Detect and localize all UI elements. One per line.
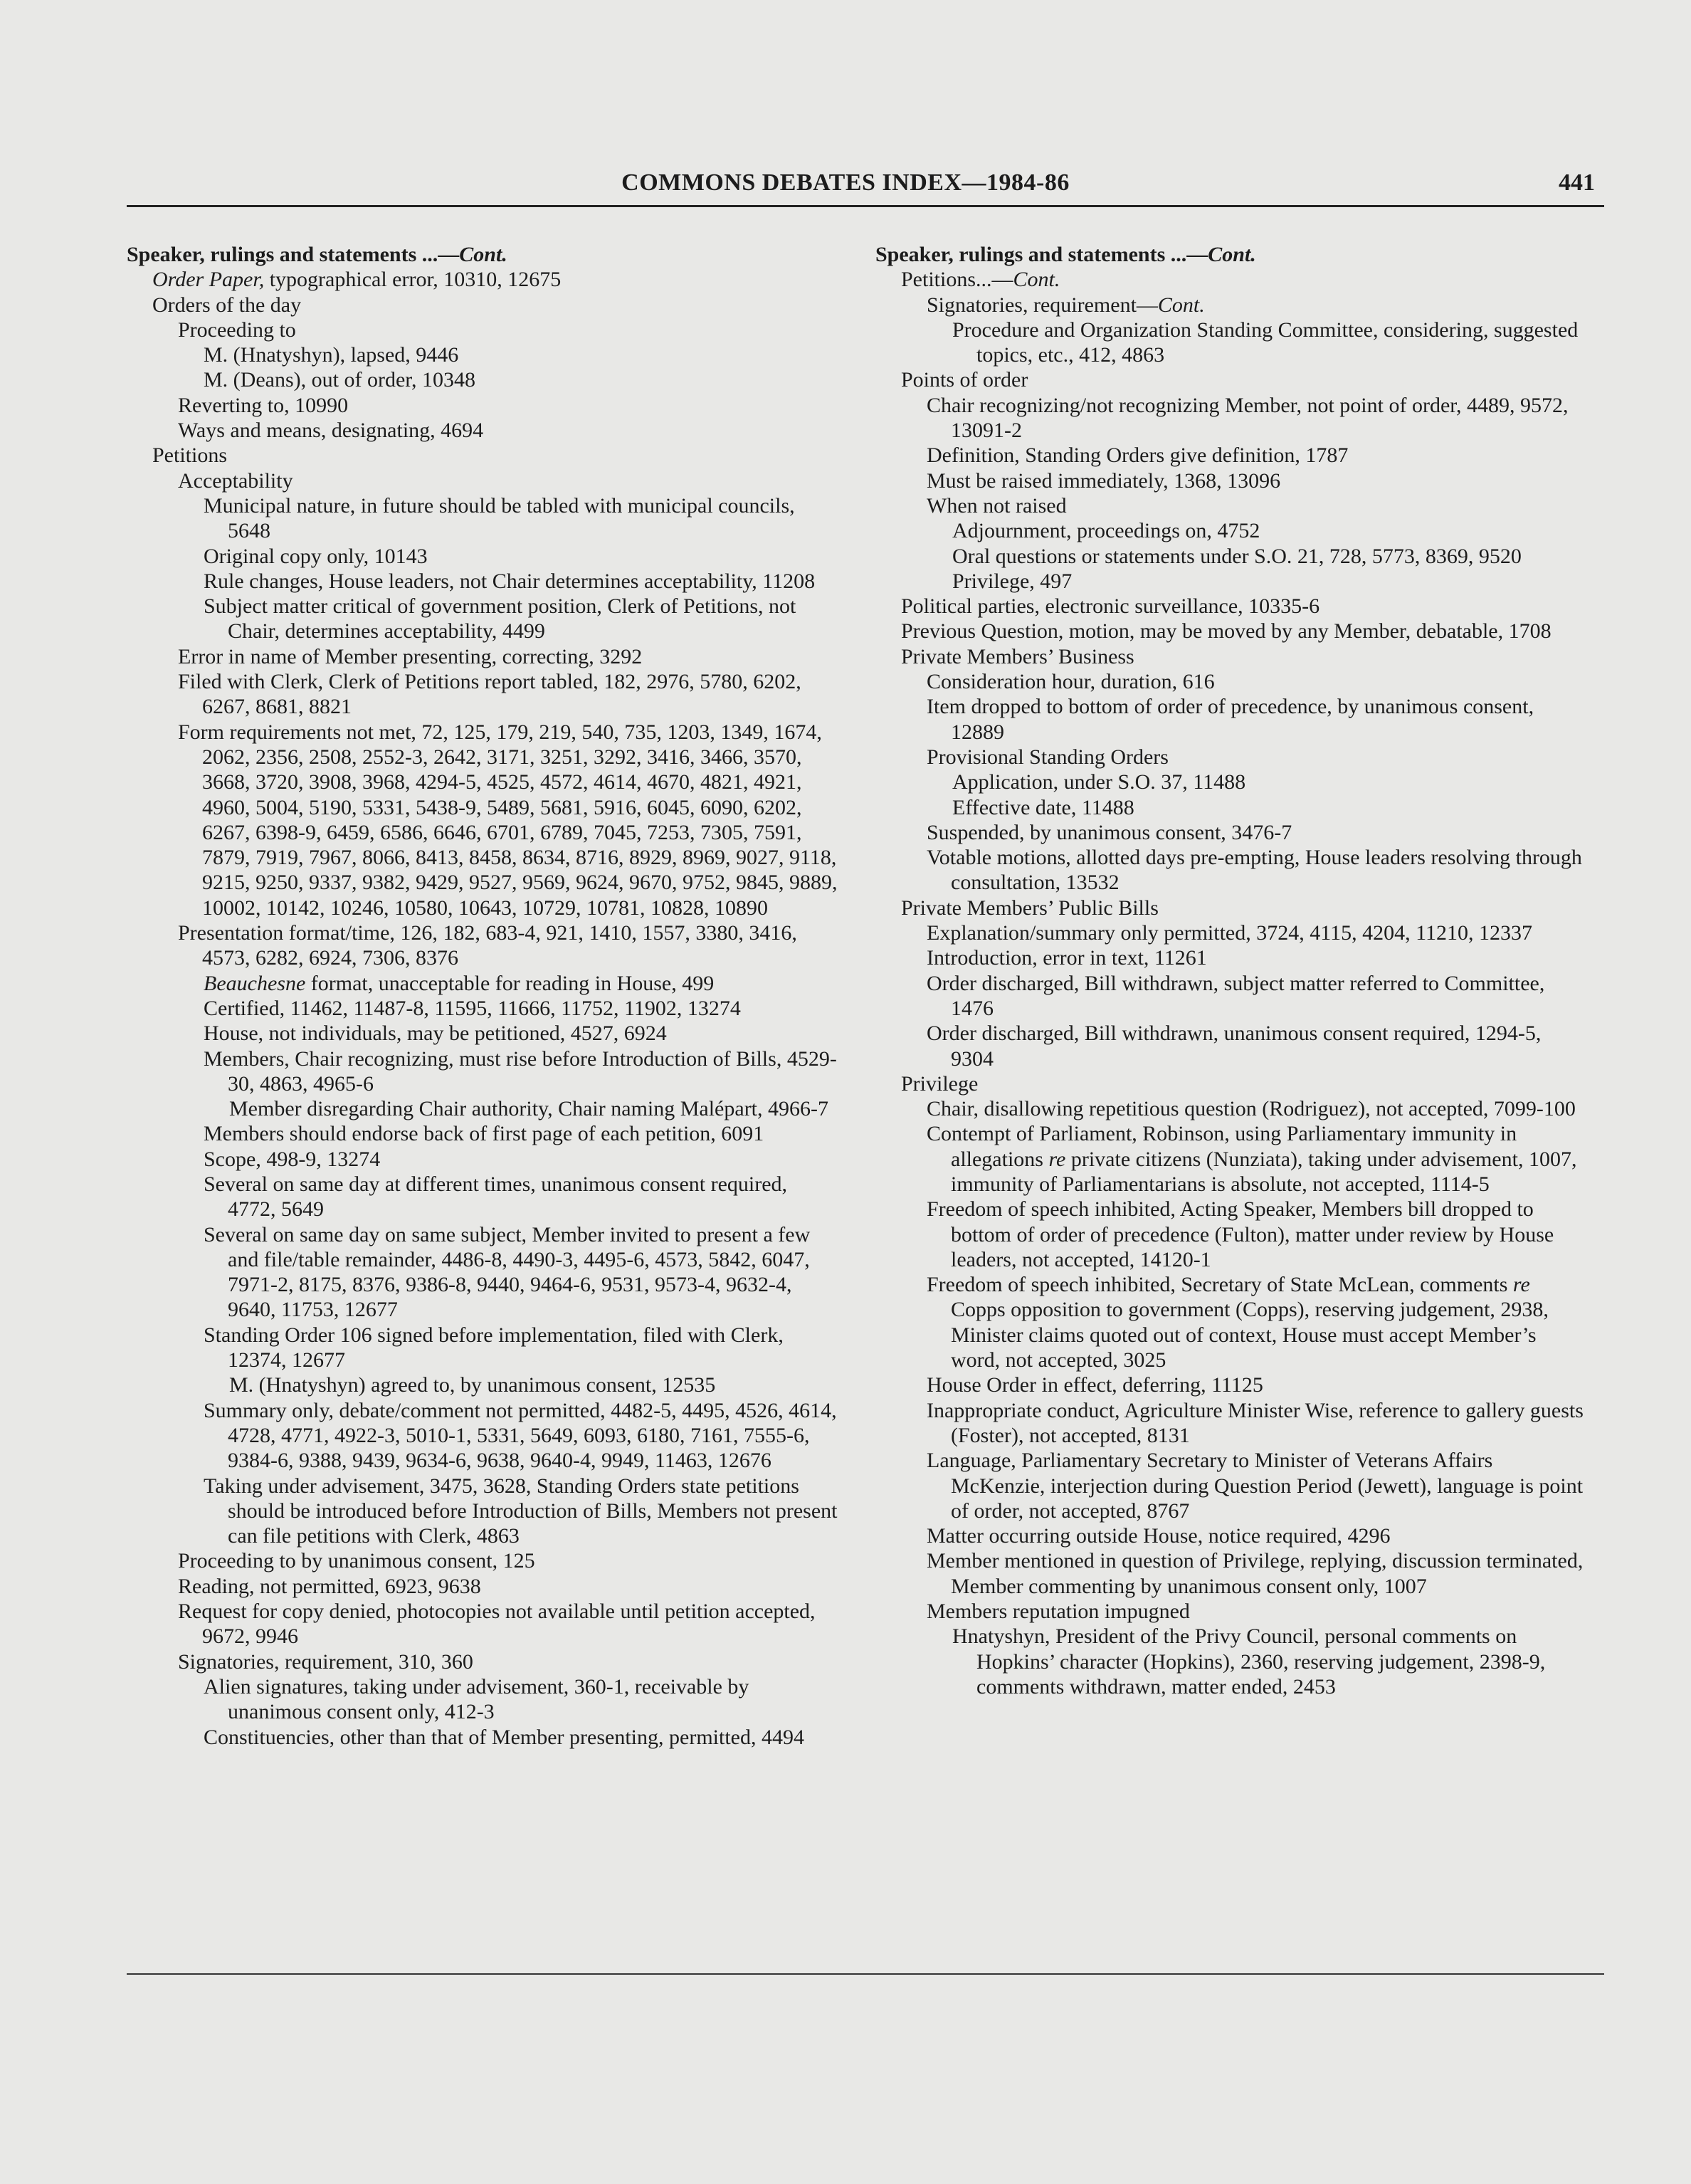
index-entry-text: re [1048,1147,1066,1171]
index-entry [875,518,1587,543]
index-entry-text: Adjournment, proceedings on, 4752 [952,519,1260,543]
index-entry-text: Application, under S.O. 37, 11488 [952,770,1246,794]
index-entry-text: Reading, not permitted, 6923, 9638 [178,1574,481,1598]
index-entry [875,1197,1587,1272]
index-entry [875,242,1587,267]
index-entry [875,845,1587,896]
index-entry-text: typographical error, 10310, 12675 [264,268,562,292]
index-entry [127,1398,838,1474]
index-entry-text: Orders of the day [152,293,302,317]
index-entry-text: Member mentioned in question of Privilege, replying, discussion terminated, Member commenting by unanimous consent only, 1007 [927,1549,1584,1598]
index-entry-text: Petitions...— [901,268,1013,292]
index-entry [127,544,838,569]
index-entry-text: Item dropped to bottom of order of precedence, by unanimous consent, 12889 [927,695,1534,744]
index-entry [875,619,1587,644]
index-entry-text: Constituencies, other than that of Member presenting, permitted, 4494 [204,1725,804,1749]
index-entry-text: Alien signatures, taking under advisement, 360-1, receivable by unanimous consent only, 412-3 [204,1674,749,1724]
index-entry [127,1548,838,1573]
index-entry-text: Private Members’ Public Bills [901,896,1159,920]
index-entry-text: Proceeding to by unanimous consent, 125 [178,1549,535,1573]
index-entry-text: Definition, Standing Orders give definition, 1787 [927,443,1349,468]
index-entry [127,468,838,493]
header-rule [127,205,1604,207]
index-entry-text: Request for copy denied, photocopies not available until petition accepted, 9672, 9946 [178,1600,816,1649]
index-entry-text: Speaker, rulings and statements ...— [875,243,1208,266]
index-entry [127,920,838,971]
index-entry-text: Suspended, by unanimous consent, 3476-7 [927,820,1292,844]
index-entry-text: Consideration hour, duration, 616 [927,670,1215,694]
index-entry-text: Political parties, electronic surveillance, 10335-6 [901,594,1320,619]
index-entry-text: Freedom of speech inhibited, Secretary of State McLean, comments [927,1273,1513,1297]
index-entry [127,1222,838,1323]
index-entry [875,594,1587,619]
index-entry-text: Several on same day on same subject, Member invited to present a few and file/table remainder, 4486-8, 4490-3, 4495-6, 4573, 5842, 6047, 7971-2, 8175, 8376, 9386-8, 9440, 9464-6, 9531, 9573-4, 9632-4, 9640, 11753, 12677 [204,1222,811,1322]
index-entry-text: Form requirements not met, 72, 125, 179, 219, 540, 735, 1203, 1349, 1674, 2062, 2356, 2508, 2552-3, 2642, 3171, 3251, 3292, 3416, 3466, 3570, 3668, 3720, 3908, 3968, 4294-5, 4525, 4572, 4614, 4670, 4821, 4921, 4960, 5004, 5190, 5331, 5438-9, 5489, 5681, 5916, 6045, 6090, 6202, 6267, 6398-9, 6459, 6586, 6646, 6701, 6789, 7045, 7253, 7305, 7591, 7879, 7919, 7967, 8066, 8413, 8458, 8634, 8716, 8929, 8969, 9027, 9118, 9215, 9250, 9337, 9382, 9429, 9527, 9569, 9624, 9670, 9752, 9845, 9889, 10002, 10142, 10246, 10580, 10643, 10729, 10781, 10828, 10890 [178,720,838,920]
index-entry [875,945,1587,970]
left-column [127,242,838,1750]
index-entry [875,1071,1587,1096]
index-entry-text: Hnatyshyn, President of the Privy Council, personal comments on Hopkins’ character (Hopkins), 2360, reserving judgement, 2398-9, comments withdrawn, matter ended, 2453 [952,1624,1546,1699]
index-entry-text: Reverting to, 10990 [178,393,349,417]
index-entry-text: Votable motions, allotted days pre-empting, House leaders resolving through consultation, 13532 [927,846,1582,895]
index-entry [875,1548,1587,1599]
index-entry-text: Cont. [1157,293,1205,317]
index-entry-text: Explanation/summary only permitted, 3724, 4115, 4204, 11210, 12337 [927,921,1533,945]
index-entry-text: Beauchesne [204,971,306,995]
index-entry [875,694,1587,745]
index-entry-text: Points of order [901,368,1028,392]
index-entry-text: Contempt of Parliament, Robinson, using Parliamentary immunity in allegations [927,1122,1517,1171]
index-entry-text: Proceeding to [178,317,296,342]
index-entry-text: Member disregarding Chair authority, Chair naming Malépart, 4966-7 [229,1097,829,1121]
index-entry-text: Introduction, error in text, 11261 [927,946,1207,970]
index-entry-text: Previous Question, motion, may be moved by any Member, debatable, 1708 [901,619,1552,644]
index-entry-text: Members should endorse back of first page of each petition, 6091 [204,1122,764,1146]
index-entry-text: Speaker, rulings and statements ...— [127,243,460,266]
index-entry [127,1372,838,1397]
index-entry-text: House, not individuals, may be petitioned, 4527, 6924 [204,1022,667,1046]
index-entry-text: Effective date, 11488 [952,795,1134,819]
index-entry [875,669,1587,694]
index-entry-text: re [1512,1273,1530,1297]
index-entry-text: Filed with Clerk, Clerk of Petitions report tabled, 182, 2976, 5780, 6202, 6267, 8681, 8821 [178,670,801,719]
index-entry [127,443,838,468]
index-entry [875,820,1587,845]
index-entry [875,1121,1587,1197]
index-entry-text: Order discharged, Bill withdrawn, subject matter referred to Committee, 1476 [927,971,1545,1020]
index-entry [127,594,838,644]
index-entry [875,770,1587,794]
index-entry-text: M. (Hnatyshyn) agreed to, by unanimous consent, 12535 [229,1373,716,1397]
index-entry [127,1147,838,1172]
index-entry [127,493,838,544]
index-entry-text: Acceptability [178,468,293,493]
index-entry-text: Certified, 11462, 11487-8, 11595, 11666, 11752, 11902, 13274 [204,996,741,1020]
index-entry-text: Provisional Standing Orders [927,745,1169,769]
index-entry-text: Order Paper, [152,268,265,292]
index-entry-text: Language, Parliamentary Secretary to Minister of Veterans Affairs McKenzie, interjection during Question Period (Jewett), language is point of order, not accepted, 8767 [927,1449,1584,1523]
index-entry [875,1096,1587,1121]
index-entry-text: Inappropriate conduct, Agriculture Minister Wise, reference to gallery guests (Foster), not accepted, 8131 [927,1398,1584,1447]
running-header-title: COMMONS DEBATES INDEX—1984-86 [621,169,1070,196]
index-entry-text: Cont. [459,243,507,266]
index-entry [875,1624,1587,1699]
index-entry [127,996,838,1021]
index-entry [875,920,1587,945]
index-entry-text: Members, Chair recognizing, must rise before Introduction of Bills, 4529-30, 4863, 4965-6 [204,1046,837,1096]
index-entry-text: House Order in effect, deferring, 11125 [927,1373,1263,1397]
index-entry-text: When not raised [927,493,1067,518]
index-entry [127,669,838,720]
index-entry [875,644,1587,669]
index-entry-text: Chair, disallowing repetitious question (Rodriguez), not accepted, 7099-100 [927,1097,1576,1121]
index-entry [875,1448,1587,1523]
index-entry [127,1574,838,1599]
index-entry [127,720,838,920]
index-entry-text: Privilege [901,1071,979,1096]
index-entry-text: M. (Hnatyshyn), lapsed, 9446 [204,343,459,367]
index-entry [875,971,1587,1022]
index-entry [127,342,838,367]
index-entry-text: format, unacceptable for reading in House, 499 [305,971,715,995]
index-entry-text: Several on same day at different times, unanimous consent required, 4772, 5649 [204,1172,788,1222]
index-entry-text: Copps opposition to government (Copps), reserving judgement, 2938, Minister claims quoted out of context, House must accept Member’s word, not accepted, 3025 [951,1298,1549,1372]
index-entry [127,1474,838,1549]
index-entry-text: Chair recognizing/not recognizing Member, not point of order, 4489, 9572, 13091-2 [927,393,1569,443]
index-entry [875,1021,1587,1071]
index-entry [875,896,1587,920]
index-entry [127,1021,838,1046]
index-entry-text: Private Members’ Business [901,644,1134,668]
index-entry [127,393,838,418]
index-entry [875,795,1587,820]
index-entry [875,745,1587,770]
index-entry-text: Cont. [1013,268,1060,292]
index-entry [127,569,838,594]
footer-rule [127,1973,1604,1975]
index-entry-text: Privilege, 497 [952,569,1073,593]
index-entry [875,569,1587,594]
index-entry [127,1172,838,1222]
index-entry [875,317,1587,368]
right-column [875,242,1587,1699]
index-entry [875,293,1587,317]
index-entry-text: Taking under advisement, 3475, 3628, Standing Orders state petitions should be introduced before Introduction of Bills, Members not present can file petitions with Clerk, 4863 [204,1474,838,1548]
index-entry [875,267,1587,292]
index-entry [127,1046,838,1097]
index-entry-text: Scope, 498-9, 13274 [204,1147,381,1171]
index-entry-text: Rule changes, House leaders, not Chair determines acceptability, 11208 [204,569,816,593]
index-entry-text: Petitions [152,443,228,468]
index-entry-text: Matter occurring outside House, notice required, 4296 [927,1524,1391,1548]
index-entry [875,1372,1587,1397]
index-entry [127,1725,838,1750]
index-entry [127,293,838,317]
index-entry [875,1398,1587,1449]
index-entry-text: Summary only, debate/comment not permitted, 4482-5, 4495, 4526, 4614, 4728, 4771, 4922-3, 5010-1, 5331, 5649, 6093, 6180, 7161, 7555-6, 9384-6, 9388, 9439, 9634-6, 9638, 9640-4, 9949, 11463, 12676 [204,1398,837,1473]
index-entry-text: Signatories, requirement— [927,293,1158,317]
index-entry [127,1599,838,1649]
index-entry-text: Signatories, requirement, 310, 360 [178,1649,473,1674]
index-entry [875,468,1587,493]
index-entry-text: Presentation format/time, 126, 182, 683-4, 921, 1410, 1557, 3380, 3416, 4573, 6282, 6924, 7306, 8376 [178,921,797,970]
index-entry-text: Members reputation impugned [927,1600,1190,1624]
index-entry [875,367,1587,392]
index-entry [875,393,1587,443]
index-entry-text: Ways and means, designating, 4694 [178,419,484,443]
index-entry-text: Cont. [1208,243,1256,266]
page-number: 441 [1559,169,1595,196]
index-entry [875,544,1587,569]
index-entry-text: Standing Order 106 signed before implementation, filed with Clerk, 12374, 12677 [204,1323,784,1372]
index-entry [127,267,838,292]
index-entry [127,1323,838,1373]
index-entry [875,493,1587,518]
index-entry [127,367,838,392]
index-entry-text: Freedom of speech inhibited, Acting Speaker, Members bill dropped to bottom of order of precedence (Fulton), matter under review by House leaders, not accepted, 14120-1 [927,1197,1554,1271]
index-entry [875,1599,1587,1624]
index-entry [127,644,838,669]
index-entry-text: Municipal nature, in future should be tabled with municipal councils, 5648 [204,493,795,543]
index-entry-text: Subject matter critical of government position, Clerk of Petitions, not Chair, determines acceptability, 4499 [204,594,796,644]
index-entry [127,418,838,443]
index-entry [127,317,838,342]
index-entry [875,1272,1587,1372]
index-entry [127,242,838,267]
index-entry [875,1523,1587,1548]
index-entry-text: Must be raised immediately, 1368, 13096 [927,468,1281,493]
index-entry [127,1674,838,1725]
index-entry-text: Original copy only, 10143 [204,544,428,568]
index-entry [127,1649,838,1674]
index-entry [127,1096,838,1121]
index-entry [875,443,1587,468]
index-entry-text: Procedure and Organization Standing Committee, considering, suggested topics, etc., 412, 4863 [952,317,1579,367]
index-entry [127,971,838,996]
index-entry-text: Order discharged, Bill withdrawn, unanimous consent required, 1294-5, 9304 [927,1022,1542,1071]
index-entry [127,1121,838,1146]
index-entry-text: private citizens (Nunziata), taking under advisement, 1007, immunity of Parliamentarians is absolute, not accepted, 1114-5 [951,1147,1577,1196]
index-entry-text: Error in name of Member presenting, correcting, 3292 [178,644,643,668]
index-entry-text: M. (Deans), out of order, 10348 [204,368,476,392]
index-entry-text: Oral questions or statements under S.O. 21, 728, 5773, 8369, 9520 [952,544,1522,568]
